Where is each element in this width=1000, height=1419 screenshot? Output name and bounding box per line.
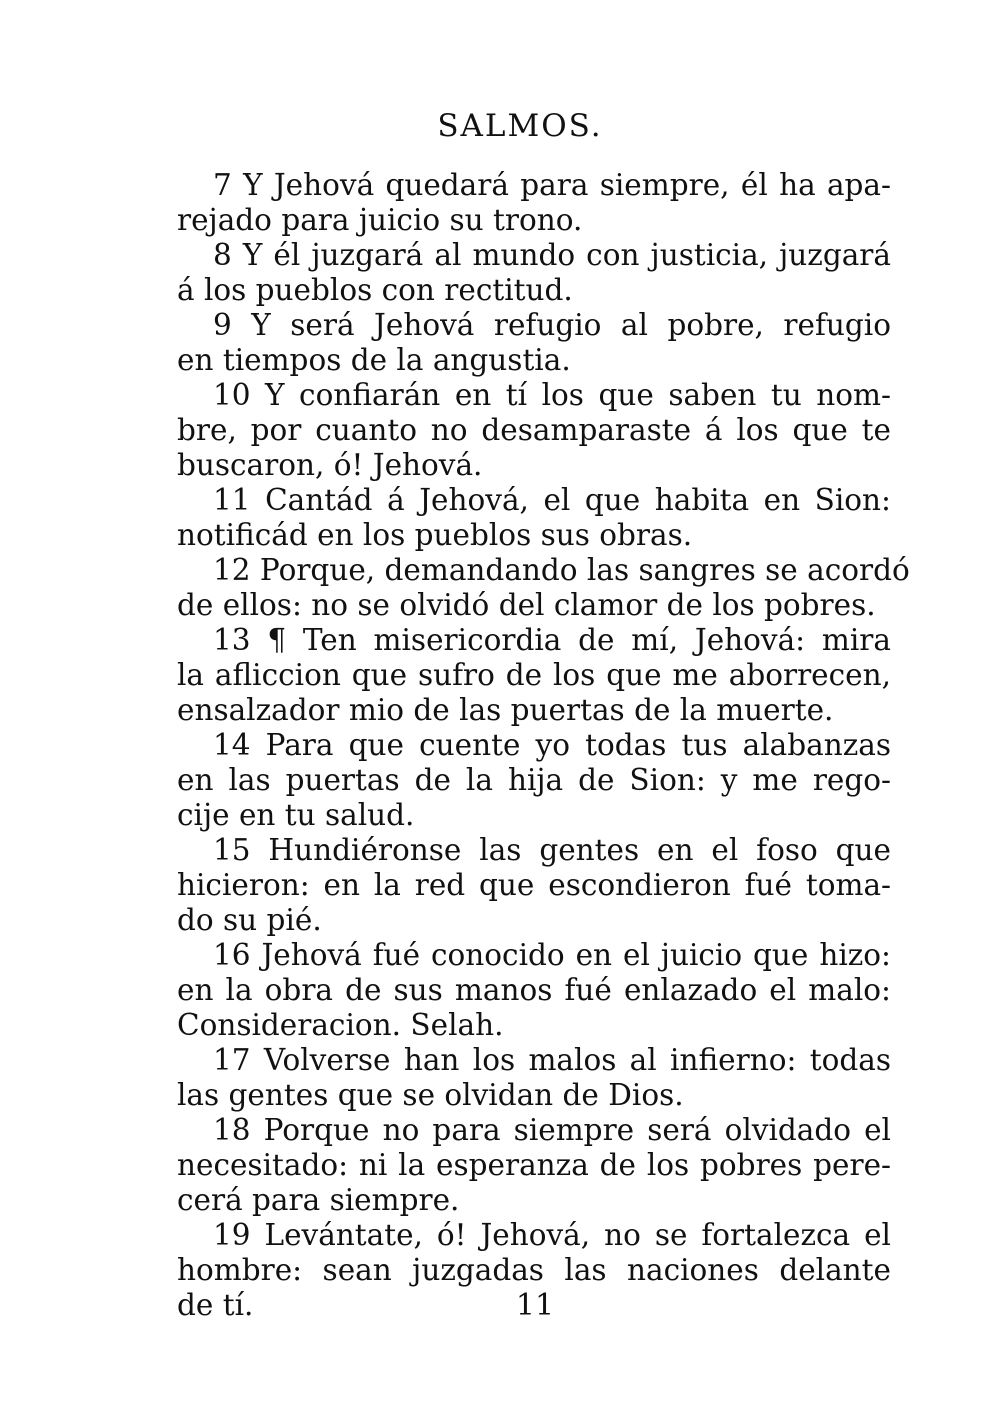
text-line: 19 Levántate, ó! Jehová, no se fortalezca el (213, 1218, 891, 1252)
text-line: bre, por cuanto no desamparaste á los que te (177, 413, 891, 447)
text-line: 18 Porque no para siempre será olvidado el (213, 1113, 891, 1147)
text-line: 17 Volverse han los malos al infierno: todas (213, 1043, 891, 1077)
text-line: cije en tu salud. (177, 798, 415, 832)
text-line: Consideracion. Selah. (177, 1008, 504, 1042)
text-line: do su pié. (177, 903, 322, 937)
text-line: 16 Jehová fué conocido en el juicio que hizo: (213, 938, 891, 972)
text-line: hombre: sean juzgadas las naciones delante (177, 1253, 891, 1287)
text-line: 11 Cantád á Jehová, el que habita en Sion: (213, 483, 891, 517)
text-line: en las puertas de la hija de Sion: y me rego- (177, 763, 891, 797)
text-line: 14 Para que cuente yo todas tus alabanzas (213, 728, 891, 762)
text-line: la afliccion que sufro de los que me aborrecen, (177, 658, 891, 692)
text-line: 9 Y será Jehová refugio al pobre, refugio (213, 308, 891, 342)
text-line: notificád en los pueblos sus obras. (177, 518, 693, 552)
text-line: 15 Hundiéronse las gentes en el foso que (213, 833, 891, 867)
text-line: en tiempos de la angustia. (177, 343, 571, 377)
text-line: hicieron: en la red que escondieron fué toma- (177, 868, 891, 902)
text-line: 10 Y confiarán en tí los que saben tu nom- (213, 378, 891, 412)
text-line: 12 Porque, demandando las sangres se acordó (213, 553, 910, 587)
page-title: SALMOS. (437, 108, 603, 144)
text-line: 8 Y él juzgará al mundo con justicia, juzgará (213, 238, 891, 272)
text-line: las gentes que se olvidan de Dios. (177, 1078, 684, 1112)
text-line: á los pueblos con rectitud. (177, 273, 573, 307)
text-line: ensalzador mio de las puertas de la muerte. (177, 693, 834, 727)
text-line: buscaron, ó! Jehová. (177, 448, 483, 482)
text-line: rejado para juicio su trono. (177, 203, 583, 237)
text-line: cerá para siempre. (177, 1183, 460, 1217)
text-line: en la obra de sus manos fué enlazado el malo: (177, 973, 891, 1007)
text-line: de ellos: no se olvidó del clamor de los pobres. (177, 588, 876, 622)
psalm-text-block (177, 168, 910, 1323)
text-line: de tí. (177, 1288, 254, 1322)
text-line: 13 ¶ Ten misericordia de mí, Jehová: mira (213, 623, 891, 657)
text-line: necesitado: ni la esperanza de los pobres pere- (177, 1148, 891, 1182)
page-number: 11 (515, 1288, 555, 1323)
text-line: 7 Y Jehová quedará para siempre, él ha apa- (213, 168, 891, 202)
